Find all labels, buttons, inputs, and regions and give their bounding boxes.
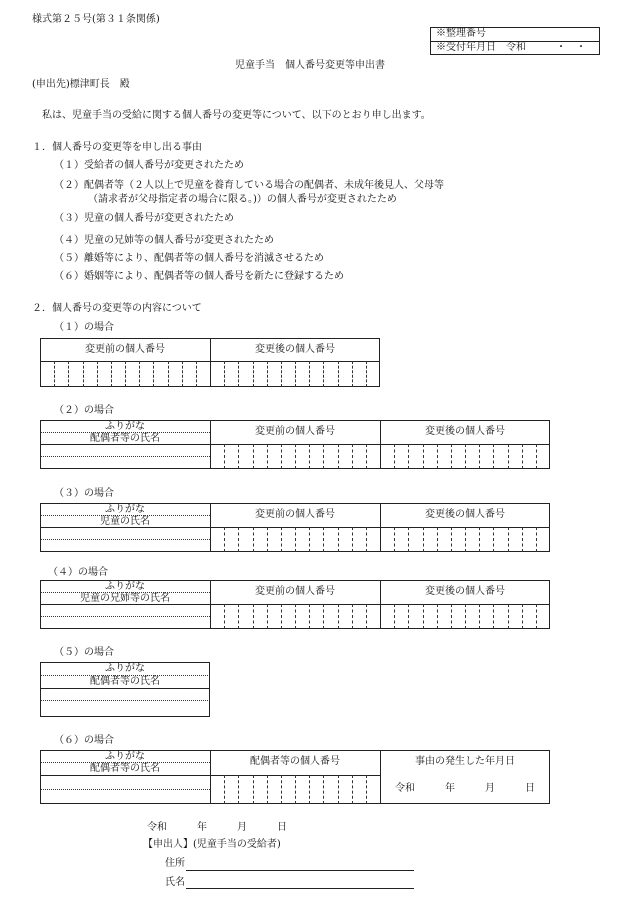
digit-divider xyxy=(281,527,282,552)
case4-furigana-header: ふりがな xyxy=(105,581,145,592)
case3-label: （３）の場合 xyxy=(54,488,114,499)
case1-label: （１）の場合 xyxy=(54,322,114,333)
reason-item-1: （１）受給者の個人番号が変更されたため xyxy=(54,160,244,171)
digit-divider xyxy=(508,444,509,469)
digit-divider xyxy=(536,444,537,469)
digit-divider xyxy=(267,604,268,629)
digit-divider xyxy=(323,775,324,804)
case6-name-header: 配偶者等の氏名 xyxy=(90,763,160,774)
section2-heading: ２．個人番号の変更等の内容について xyxy=(32,303,202,314)
receipt-date-label: ※受付年月日 令和 ・ ・ xyxy=(436,42,586,53)
digit-divider xyxy=(479,444,480,469)
digit-divider xyxy=(196,361,197,387)
page-title: 児童手当 個人番号変更等申出書 xyxy=(235,60,385,71)
case3-after-digits[interactable] xyxy=(380,527,550,552)
digit-divider xyxy=(281,604,282,629)
digit-divider xyxy=(253,527,254,552)
case6-furigana-header: ふりがな xyxy=(105,751,145,762)
digit-divider xyxy=(465,444,466,469)
digit-divider xyxy=(352,361,353,387)
case2-before-header: 変更前の個人番号 xyxy=(255,426,335,437)
digit-divider xyxy=(295,527,296,552)
digit-divider xyxy=(281,361,282,387)
name-line[interactable] xyxy=(186,888,414,889)
digit-divider xyxy=(224,444,225,469)
digit-divider xyxy=(111,361,112,387)
case4-after-header: 変更後の個人番号 xyxy=(425,586,505,597)
digit-divider xyxy=(238,361,239,387)
digit-divider xyxy=(522,604,523,629)
seiri-number-label: ※整理番号 xyxy=(436,28,486,39)
digit-divider xyxy=(352,775,353,804)
address-line[interactable] xyxy=(186,870,414,871)
case4-label: （４）の場合 xyxy=(48,567,108,578)
reason-item-2: （２）配偶者等（２人以上で児童を養育している場合の配偶者、未成年後見人、父母等 xyxy=(54,180,444,191)
digit-divider xyxy=(253,444,254,469)
digit-divider xyxy=(253,361,254,387)
reason-item-2-cont: （請求者が父母指定者の場合に限る。)）の個人番号が変更されたため xyxy=(88,194,397,205)
digit-divider xyxy=(366,775,367,804)
digit-divider xyxy=(394,527,395,552)
digit-divider xyxy=(465,604,466,629)
digit-divider xyxy=(295,444,296,469)
case3-before-header: 変更前の個人番号 xyxy=(255,509,335,520)
case2-after-digits[interactable] xyxy=(380,444,550,469)
case4-name-header: 児童の兄姉等の氏名 xyxy=(80,593,170,604)
case3-name-header: 児童の氏名 xyxy=(100,516,150,527)
digit-divider xyxy=(451,444,452,469)
case2-label: （２）の場合 xyxy=(54,405,114,416)
digit-divider xyxy=(224,527,225,552)
digit-divider xyxy=(267,361,268,387)
case2-before-digits[interactable] xyxy=(210,444,380,469)
case1-before-header: 変更前の個人番号 xyxy=(85,344,165,355)
case3-after-header: 変更後の個人番号 xyxy=(425,509,505,520)
digit-divider xyxy=(238,444,239,469)
digit-divider xyxy=(267,444,268,469)
digit-divider xyxy=(54,361,55,387)
digit-divider xyxy=(309,604,310,629)
digit-divider xyxy=(522,527,523,552)
case5-furigana-header: ふりがな xyxy=(105,663,145,674)
digit-divider xyxy=(366,444,367,469)
digit-divider xyxy=(338,444,339,469)
case6-event-date[interactable]: 令和 年 月 日 xyxy=(395,783,535,794)
case6-event-header: 事由の発生した年月日 xyxy=(415,756,515,767)
digit-divider xyxy=(238,775,239,804)
digit-divider xyxy=(295,775,296,804)
form-number: 様式第２５号(第３１条関係) xyxy=(32,14,160,25)
case6-number-header: 配偶者等の個人番号 xyxy=(250,756,340,767)
digit-divider xyxy=(408,604,409,629)
case1-after-header: 変更後の個人番号 xyxy=(255,344,335,355)
digit-divider xyxy=(536,604,537,629)
digit-divider xyxy=(83,361,84,387)
case2-furigana-header: ふりがな xyxy=(105,421,145,432)
digit-divider xyxy=(125,361,126,387)
digit-divider xyxy=(338,775,339,804)
digit-divider xyxy=(352,527,353,552)
digit-divider xyxy=(451,527,452,552)
digit-divider xyxy=(522,444,523,469)
case4-after-digits[interactable] xyxy=(380,604,550,629)
digit-divider xyxy=(465,527,466,552)
digit-divider xyxy=(338,604,339,629)
digit-divider xyxy=(423,444,424,469)
digit-divider xyxy=(253,775,254,804)
addressee: (申出先)標津町長 殿 xyxy=(32,79,130,90)
digit-divider xyxy=(97,361,98,387)
digit-divider xyxy=(309,444,310,469)
case4-before-digits[interactable] xyxy=(210,604,380,629)
digit-divider xyxy=(338,527,339,552)
digit-divider xyxy=(139,361,140,387)
digit-divider xyxy=(323,444,324,469)
name-label: 氏名 xyxy=(165,877,185,888)
digit-divider xyxy=(408,444,409,469)
digit-divider xyxy=(423,527,424,552)
digit-divider xyxy=(224,604,225,629)
digit-divider xyxy=(493,527,494,552)
digit-divider xyxy=(508,527,509,552)
digit-divider xyxy=(238,527,239,552)
digit-divider xyxy=(366,361,367,387)
digit-divider xyxy=(309,361,310,387)
intro-text: 私は、児童手当の受給に関する個人番号の変更等について、以下のとおり申し出ます。 xyxy=(42,110,431,121)
digit-divider xyxy=(493,604,494,629)
digit-divider xyxy=(168,361,169,387)
digit-divider xyxy=(479,604,480,629)
case2-name-header: 配偶者等の氏名 xyxy=(90,433,160,444)
digit-divider xyxy=(423,604,424,629)
reason-item-6: （６）婚姻等により、配偶者等の個人番号を新たに登録するため xyxy=(54,271,344,282)
digit-divider xyxy=(394,604,395,629)
case5-label: （５）の場合 xyxy=(54,647,114,658)
case3-furigana-header: ふりがな xyxy=(105,504,145,515)
digit-divider xyxy=(323,361,324,387)
case5-name-header: 配偶者等の氏名 xyxy=(90,676,160,687)
case6-label: （６）の場合 xyxy=(54,735,114,746)
digit-divider xyxy=(224,361,225,387)
digit-divider xyxy=(451,604,452,629)
digit-divider xyxy=(267,527,268,552)
digit-divider xyxy=(281,444,282,469)
digit-divider xyxy=(437,527,438,552)
reason-item-4: （４）児童の兄姉等の個人番号が変更されたため xyxy=(54,235,274,246)
digit-divider xyxy=(323,604,324,629)
case6-number-digits[interactable] xyxy=(210,775,380,804)
digit-divider xyxy=(508,604,509,629)
section1-heading: １．個人番号の変更等を申し出る事由 xyxy=(32,142,202,153)
applicant-label: 【申出人】(児童手当の受給者) xyxy=(143,839,281,850)
digit-divider xyxy=(267,775,268,804)
case1-after-digits[interactable] xyxy=(210,361,380,387)
digit-divider xyxy=(323,527,324,552)
digit-divider xyxy=(295,361,296,387)
digit-divider xyxy=(153,361,154,387)
digit-divider xyxy=(295,604,296,629)
digit-divider xyxy=(408,527,409,552)
case2-after-header: 変更後の個人番号 xyxy=(425,426,505,437)
digit-divider xyxy=(309,775,310,804)
digit-divider xyxy=(479,527,480,552)
address-label: 住所 xyxy=(165,858,185,869)
reason-item-5: （５）離婚等により、配偶者等の個人番号を消滅させるため xyxy=(54,253,324,264)
digit-divider xyxy=(309,527,310,552)
digit-divider xyxy=(182,361,183,387)
digit-divider xyxy=(352,444,353,469)
digit-divider xyxy=(352,604,353,629)
case4-before-header: 変更前の個人番号 xyxy=(255,586,335,597)
digit-divider xyxy=(493,444,494,469)
digit-divider xyxy=(366,604,367,629)
digit-divider xyxy=(68,361,69,387)
digit-divider xyxy=(437,604,438,629)
digit-divider xyxy=(366,527,367,552)
digit-divider xyxy=(437,444,438,469)
digit-divider xyxy=(281,775,282,804)
footer-date[interactable]: 令和 年 月 日 xyxy=(147,822,287,833)
digit-divider xyxy=(338,361,339,387)
digit-divider xyxy=(224,775,225,804)
digit-divider xyxy=(238,604,239,629)
digit-divider xyxy=(536,527,537,552)
case5-entry-field[interactable] xyxy=(40,688,210,717)
case3-before-digits[interactable] xyxy=(210,527,380,552)
digit-divider xyxy=(253,604,254,629)
digit-divider xyxy=(394,444,395,469)
reason-item-3: （３）児童の個人番号が変更されたため xyxy=(54,213,234,224)
case1-before-digits[interactable] xyxy=(40,361,210,387)
